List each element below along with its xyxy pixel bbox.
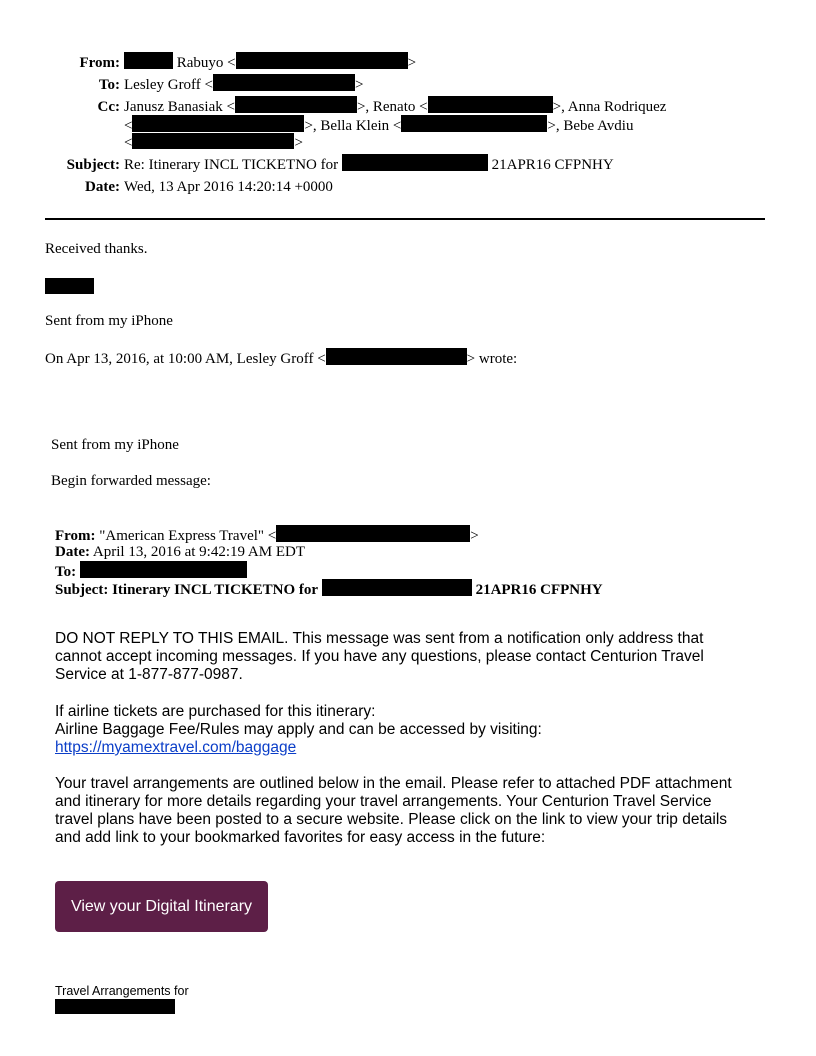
fwd-subject-label: Subject: bbox=[55, 582, 109, 598]
travel-arrangements-label: Travel Arrangements for bbox=[55, 984, 189, 998]
date-label: Date: bbox=[85, 179, 120, 195]
redaction bbox=[236, 52, 408, 69]
sent-from-iphone-2: Sent from my iPhone bbox=[51, 437, 179, 453]
redaction bbox=[235, 96, 357, 113]
view-itinerary-button[interactable] bbox=[55, 881, 268, 932]
cc-row-2: < >, Bella Klein < >, Bebe Avdiu bbox=[124, 115, 633, 136]
subject-label: Subject: bbox=[66, 157, 120, 173]
baggage-link[interactable]: https://myamextravel.com/baggage bbox=[55, 739, 297, 756]
subject-value: Re: Itinerary INCL TICKETNO for bbox=[124, 157, 339, 173]
fwd-date-label: Date: bbox=[55, 544, 90, 560]
redaction bbox=[428, 96, 553, 113]
begin-forwarded: Begin forwarded message: bbox=[51, 473, 211, 489]
redaction bbox=[342, 154, 488, 171]
redaction bbox=[124, 52, 173, 69]
traveler-name-redaction bbox=[55, 999, 175, 1014]
from-value: Rabuyo < bbox=[176, 55, 236, 71]
divider bbox=[45, 218, 765, 220]
cc-label: Cc: bbox=[97, 99, 120, 115]
fwd-from-label: From: bbox=[55, 528, 96, 544]
fwd-to-label: To: bbox=[55, 564, 77, 580]
date-value: Wed, 13 Apr 2016 14:20:14 +0000 bbox=[124, 179, 333, 195]
redaction bbox=[276, 525, 470, 542]
sent-from-iphone: Sent from my iPhone bbox=[45, 313, 173, 329]
redaction bbox=[80, 561, 247, 578]
signature-redaction bbox=[45, 278, 94, 294]
fwd-from-row: From: "American Express Travel" < > bbox=[55, 525, 479, 545]
redaction bbox=[401, 115, 547, 132]
fwd-to-row bbox=[55, 561, 247, 581]
fwd-date-row: Date: April 13, 2016 at 9:42:19 AM EDT bbox=[55, 544, 305, 560]
to-value: Lesley Groff < bbox=[124, 77, 213, 93]
notice-paragraph: DO NOT REPLY TO THIS EMAIL. This message was sent from a notification only address that cannot accept incoming messages. If you have any questions, please contact Centurion Travel Service at 1-877-877-0987. bbox=[55, 630, 704, 683]
from-label: From: bbox=[79, 55, 120, 71]
baggage-paragraph: If airline tickets are purchased for this itinerary: Airline Baggage Fee/Rules may apply and can be accessed by visiting: https://myamextravel.com/baggage bbox=[55, 703, 542, 756]
fwd-subject-row: Subject: Itinerary INCL TICKETNO for 21APR16 CFPNHY bbox=[55, 579, 603, 599]
redaction bbox=[322, 579, 472, 596]
cc-row-3: < > bbox=[124, 135, 303, 151]
redaction bbox=[132, 133, 294, 149]
redaction bbox=[132, 115, 304, 132]
received-text: Received thanks. bbox=[45, 241, 148, 257]
view-itinerary-label: View your Digital Itinerary bbox=[70, 897, 253, 915]
arrangements-paragraph: Your travel arrangements are outlined below in the email. Please refer to attached PDF attachment and itinerary for more details regarding your travel arrangements. Your Centurion Travel Service travel plans have been posted to a secure website. Please click on the link to view your trip details and add link to your bookmarked favorites for easy access in the future: bbox=[55, 775, 732, 846]
to-label: To: bbox=[98, 77, 120, 93]
quote-intro: On Apr 13, 2016, at 10:00 AM, Lesley Groff < > wrote: bbox=[45, 348, 517, 368]
redaction bbox=[213, 74, 355, 91]
redaction bbox=[326, 348, 467, 365]
